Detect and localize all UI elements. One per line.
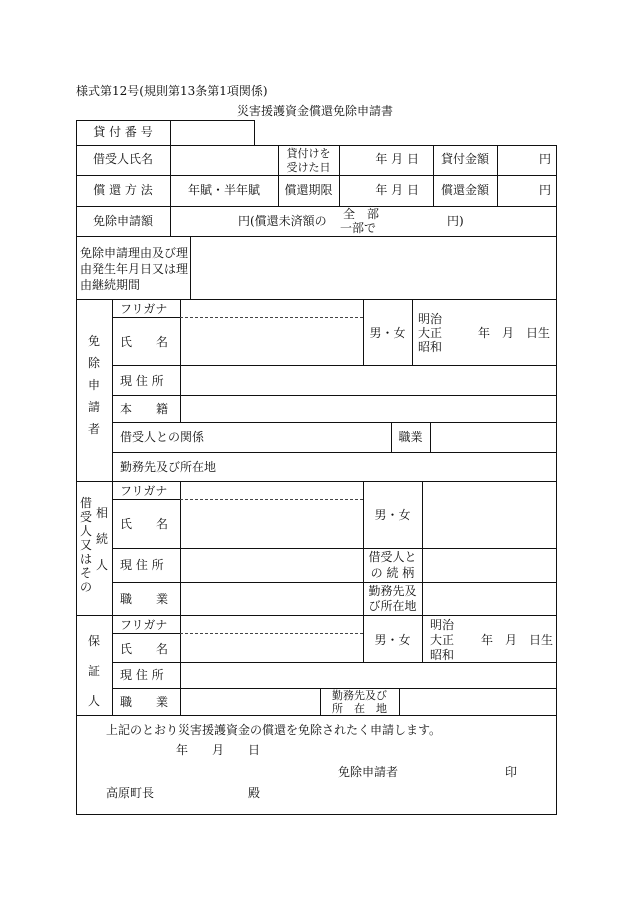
heir-workplace-label-1: 勤務先及 [368, 584, 417, 598]
guarantor-name-field[interactable] [181, 634, 362, 661]
applicant-domicile-label: 本 籍 [120, 402, 169, 416]
guarantor-workplace-field[interactable] [400, 689, 556, 714]
heir-gender[interactable]: 男・女 [374, 508, 411, 522]
seal-mark: 印 [505, 765, 518, 779]
exemption-amount-yen-suffix: 円) [447, 214, 464, 228]
loan-received-date-label-2: 受けた日 [286, 161, 331, 174]
exemption-reason-label: 免除申請理由及び理由発生年月日又は理由継続期間 [80, 246, 189, 292]
exemption-reason-field[interactable] [191, 237, 556, 298]
applicant-address-label: 現 住 所 [120, 374, 164, 388]
guarantor-era-meiji[interactable]: 明治 [430, 618, 455, 632]
application-date[interactable]: 年 月 日 [176, 743, 261, 757]
applicant-furigana-label: フリガナ [120, 302, 168, 316]
applicant-birth-date[interactable]: 年 月 日生 [478, 326, 551, 340]
applicant-name-label: 氏 名 [120, 335, 169, 349]
guarantor-workplace-label-2: 所 在 地 [332, 702, 387, 715]
loan-received-date-label-1: 貸付けを [286, 147, 331, 160]
repayment-amount-field[interactable]: 円 [538, 183, 551, 197]
repayment-period-label: 償還期限 [284, 183, 333, 197]
guarantor-workplace-label-1: 勤務先及び [332, 689, 387, 702]
applicant-name-field[interactable] [181, 318, 362, 364]
guarantor-address-label: 現 住 所 [120, 668, 164, 682]
loan-amount-field[interactable]: 円 [538, 152, 551, 166]
guarantor-era-showa[interactable]: 昭和 [430, 648, 455, 662]
heir-occupation-field[interactable] [181, 583, 362, 614]
applicant-signature-label: 免除申請者 [338, 765, 399, 779]
applicant-occupation-label: 職業 [398, 430, 423, 444]
borrower-name-field[interactable] [171, 146, 277, 174]
addressee-honorific: 殿 [248, 786, 261, 800]
applicant-section-label: 免除申請者 [87, 334, 100, 436]
heir-relation-label-2: の 続 柄 [370, 566, 415, 580]
loan-number-field[interactable] [171, 121, 254, 145]
heir-address-field[interactable] [181, 549, 362, 581]
repayment-amount-label: 償還金額 [440, 183, 489, 197]
applicant-era-taisho[interactable]: 大正 [418, 326, 443, 340]
applicant-gender[interactable]: 男・女 [369, 326, 406, 340]
repayment-method-label: 償 還 方 法 [93, 183, 153, 197]
declaration-statement: 上記のとおり災害援護資金の償還を免除されたく申請します。 [106, 723, 442, 737]
exemption-amount-label: 免除申請額 [92, 214, 153, 228]
loan-amount-label: 貸付金額 [440, 152, 489, 166]
heir-name-field[interactable] [181, 500, 362, 547]
applicant-relation-label: 借受人との関係 [120, 430, 205, 444]
applicant-era-showa[interactable]: 昭和 [418, 340, 443, 354]
document-title: 災害援護資金償還免除申請書 [236, 104, 393, 118]
heir-address-label: 現 住 所 [120, 558, 164, 572]
heir-section-label-col1: 借受人又はその [79, 496, 92, 594]
loan-received-date-field[interactable]: 年 月 日 [375, 152, 419, 166]
guarantor-occupation-label: 職 業 [120, 695, 169, 709]
heir-workplace-label-2: び所在地 [368, 599, 417, 613]
exemption-part-option[interactable]: 一部で [340, 221, 377, 235]
applicant-address-field[interactable] [181, 366, 556, 394]
guarantor-birth-date[interactable]: 年 月 日生 [481, 633, 554, 647]
applicant-workplace-label: 勤務先及び所在地 [120, 460, 217, 474]
guarantor-address-field[interactable] [181, 663, 556, 687]
guarantor-furigana-label: フリガナ [120, 618, 168, 632]
guarantor-gender[interactable]: 男・女 [374, 633, 411, 647]
form-number-label: 様式第12号(規則第13条第1項関係) [76, 84, 268, 98]
guarantor-era-taisho[interactable]: 大正 [430, 633, 455, 647]
exemption-amount-yen-prefix: 円(償還未済額の [238, 214, 327, 228]
borrower-name-label: 借受人氏名 [92, 152, 153, 166]
applicant-era-meiji[interactable]: 明治 [418, 312, 443, 326]
addressee-mayor: 高原町長 [106, 786, 155, 800]
repayment-method-value[interactable]: 年賦・半年賦 [187, 183, 260, 197]
loan-number-label: 貸 付 番 号 [93, 125, 153, 139]
heir-occupation-label: 職 業 [120, 592, 169, 606]
guarantor-section-label: 保証人 [87, 634, 100, 708]
heir-section-label-col2: 相続人 [95, 506, 108, 572]
heir-name-label: 氏 名 [120, 517, 169, 531]
applicant-occupation-field[interactable] [431, 423, 556, 451]
heir-relation-label-1: 借受人と [368, 550, 417, 564]
repayment-period-field[interactable]: 年 月 日 [375, 183, 419, 197]
guarantor-name-label: 氏 名 [120, 642, 169, 656]
guarantor-occupation-field[interactable] [181, 689, 319, 714]
exemption-all-option[interactable]: 全 部 [343, 207, 380, 221]
heir-furigana-label: フリガナ [120, 484, 168, 498]
applicant-domicile-field[interactable] [181, 396, 556, 421]
